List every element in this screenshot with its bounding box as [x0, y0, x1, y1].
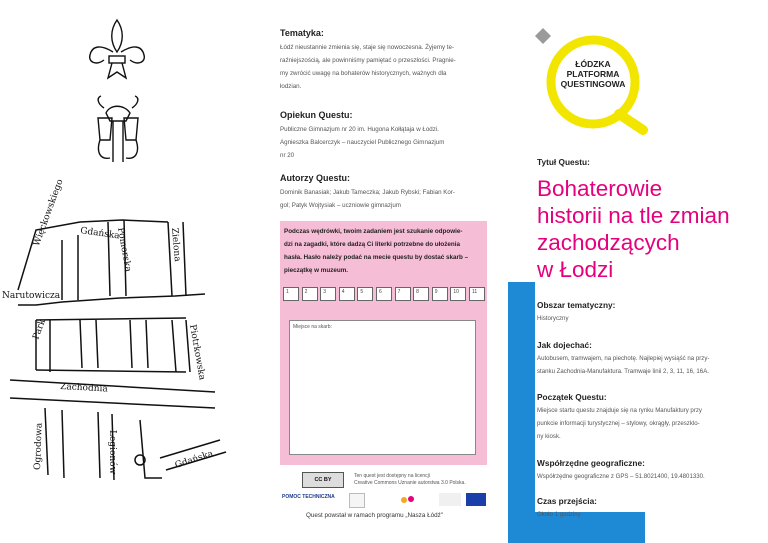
text-line: hasła. Hasło należy podać na mecie questu by dostać skarb –	[284, 254, 469, 261]
password-cell[interactable]: 3	[320, 287, 336, 301]
task-instructions	[284, 225, 484, 277]
eu-text-logo-icon	[439, 493, 461, 506]
password-cell[interactable]: 8	[413, 287, 429, 301]
license-row	[302, 472, 466, 488]
title-line: Bohaterowie	[537, 176, 663, 201]
text-line: stanku Zachodnia-Manufaktura. Tramwaje linii 2, 3, 11, 16, 16A.	[537, 368, 709, 375]
section-heading: Współrzędne geograficzne:	[537, 458, 645, 468]
title-line: w Łodzi	[537, 257, 614, 282]
text-line: ny kiosk.	[537, 433, 561, 440]
treasure-stamp-area[interactable]	[289, 320, 476, 455]
map-label: Zielona	[169, 227, 182, 263]
hands-ornament-icon	[98, 96, 138, 162]
obszar-section	[537, 300, 762, 325]
text-line: Historyczny	[537, 315, 569, 322]
password-cell[interactable]: 5	[357, 287, 373, 301]
dojazd-section	[537, 340, 762, 378]
password-cell[interactable]: 2	[302, 287, 318, 301]
text-line: my zwrócić uwagę na bohaterów historycznych, ważnych dla	[280, 70, 447, 77]
text-line: gol; Patyk Wojtysiak – uczniowie gimnazjum	[280, 202, 401, 209]
password-cell[interactable]: 9	[432, 287, 448, 301]
text-line: Autobusem, tramwajem, na piechotę. Najlepiej wysiąść na przy-	[537, 355, 710, 362]
wspolrzedne-section	[537, 458, 762, 483]
password-cell[interactable]: 10	[450, 287, 466, 301]
logo-line: ŁÓDZKA	[575, 59, 611, 69]
text-line: łodzian.	[280, 83, 302, 90]
hand-drawn-illustrations	[0, 0, 260, 543]
task-box	[280, 221, 487, 465]
password-cell[interactable]: 4	[339, 287, 355, 301]
text-line: pieczątkę w muzeum.	[284, 267, 349, 274]
title-line: historii na tle zmian	[537, 203, 730, 228]
map-label: Piotrkowska	[187, 323, 207, 381]
section-heading: Autorzy Questu:	[280, 173, 351, 183]
logo-line: PLATFORMA	[566, 69, 620, 79]
section-heading: Tematyka:	[280, 28, 324, 38]
text-line: Podczas wędrówki, twoim zadaniem jest szukanie odpowie-	[284, 228, 463, 235]
text-line: Łódź nieustannie zmienia się, staje się nowoczesna. Żyjemy te-	[280, 44, 455, 51]
license-line: Creative Commons Uznanie autorstwa 3.0 Polska.	[354, 480, 466, 486]
map-label: Więckowskiego	[32, 178, 66, 248]
map-label: Zachodnia	[59, 382, 108, 395]
section-heading: Obszar tematyczny:	[537, 300, 616, 310]
cc-license-icon: CC BY	[302, 472, 344, 488]
password-cells	[283, 287, 488, 301]
section-heading: Czas przejścia:	[537, 496, 597, 506]
nasza-lodz-logo-icon	[399, 492, 417, 507]
tematyka-section	[280, 28, 456, 93]
autorzy-section	[280, 173, 492, 212]
text-line: Miejsce startu questu znajduje się na rynku Manufaktury przy	[537, 407, 702, 414]
czas-section	[537, 496, 762, 521]
map-label: Legionów	[107, 430, 117, 475]
opiekun-section	[280, 110, 492, 162]
license-line: Ten quest jest dostępny na licencji	[354, 473, 430, 479]
section-heading: Jak dojechać:	[537, 340, 592, 350]
password-cell[interactable]: 6	[376, 287, 392, 301]
text-line: Agnieszka Balcerczyk – nauczyciel Publicznego Gimnazjum	[280, 139, 445, 146]
map-label: Pomorska	[115, 226, 133, 273]
password-cell[interactable]: 11	[469, 287, 485, 301]
treasure-label: Miejsce na skarb:	[293, 324, 332, 330]
eu-flag-icon	[466, 493, 486, 506]
password-cell[interactable]: 1	[283, 287, 299, 301]
pomoc-techniczna-logo: POMOC TECHNICZNA	[282, 494, 335, 500]
map-label: Gdańska	[79, 226, 121, 242]
platform-logo-text	[553, 59, 633, 89]
sponsor-logos	[282, 492, 492, 508]
map-label: Gdańska	[173, 449, 215, 471]
text-line: Współrzędne geograficzne z GPS – 51.8021400, 19.4801330.	[537, 473, 705, 480]
text-line: raźniejszością, ale powinniśmy pamiętać o przeszłości. Pragnie-	[280, 57, 456, 64]
text-line: punkcie informacji turystycznej – stylowy, okrągły, przeszklo-	[537, 420, 700, 427]
text-line: dzi na zagadki, które dadzą Ci literki potrzebne do ułożenia	[284, 241, 460, 248]
text-line: Około 1 godziny	[537, 511, 581, 518]
section-heading: Opiekun Questu:	[280, 110, 353, 120]
left-panel	[0, 0, 260, 543]
text-line: Publiczne Gimnazjum nr 20 im. Hugona Kołłątaja w Łodzi.	[280, 126, 439, 133]
logo-line: QUESTINGOWA	[560, 79, 626, 89]
map-label: Ogrodowa	[33, 422, 45, 471]
title-line: zachodzących	[537, 230, 680, 255]
quest-title	[537, 175, 762, 283]
ministry-logo-icon	[349, 493, 365, 508]
fleur-de-lis-icon	[90, 20, 145, 78]
program-note: Quest powstał w ramach programu „Nasza Łódź"	[306, 512, 443, 519]
password-cell[interactable]: 7	[395, 287, 411, 301]
text-line: nr 20	[280, 152, 295, 159]
title-label: Tytuł Questu:	[537, 157, 590, 167]
text-line: Dominik Banasiak; Jakub Tameczka; Jakub Rybski; Fabian Kor-	[280, 189, 455, 196]
poczatek-section	[537, 392, 762, 443]
section-heading: Początek Questu:	[537, 392, 607, 402]
map-label: Park	[31, 318, 48, 342]
map-label: Narutowicza	[2, 291, 61, 301]
